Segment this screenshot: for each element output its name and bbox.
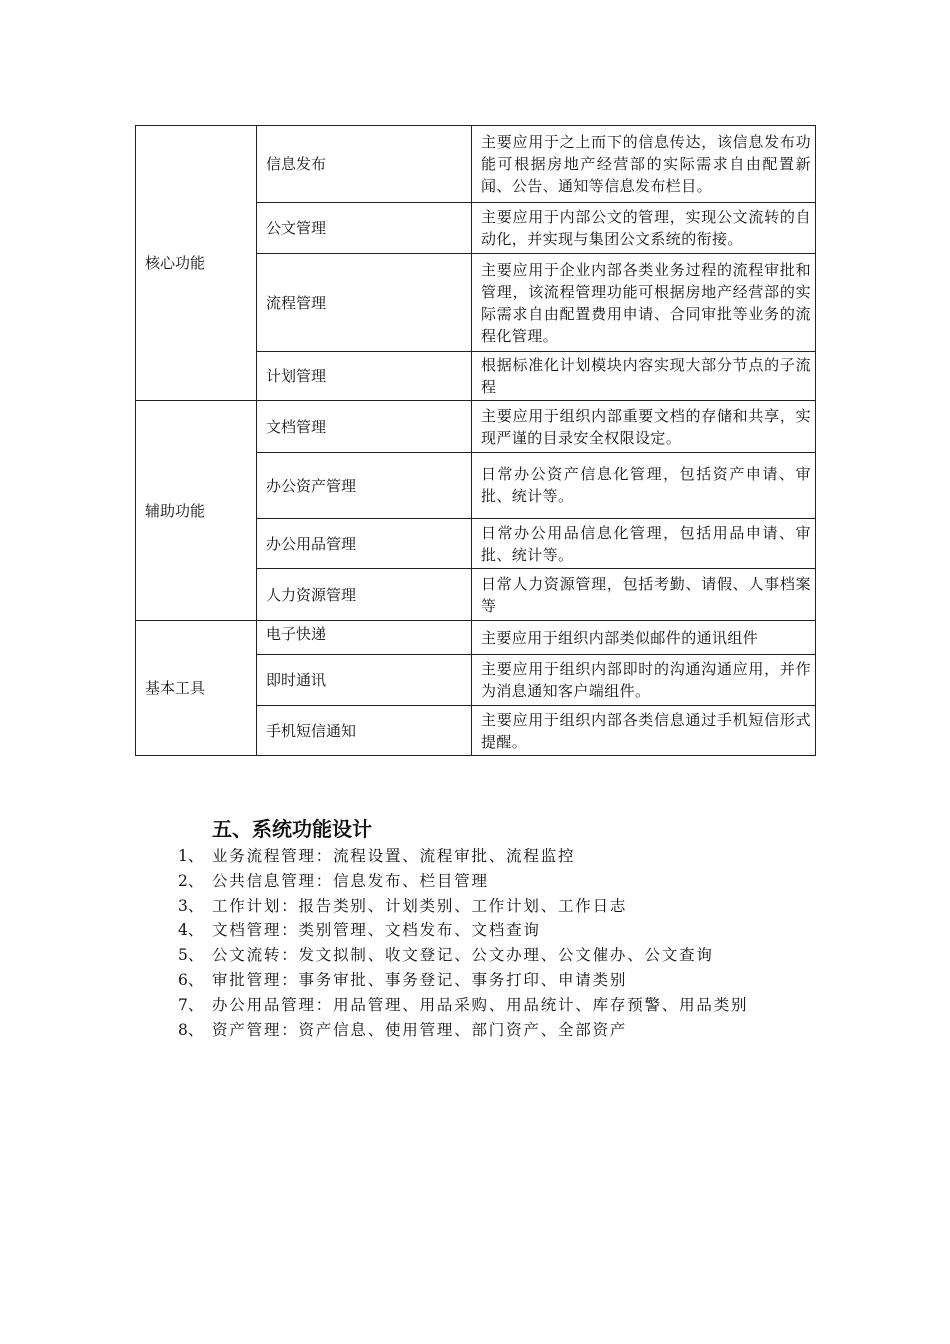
module-cell: 计划管理 [257,352,472,401]
module-cell: 文档管理 [257,401,472,453]
description-cell: 日常人力资源管理，包括考勤、请假、人事档案等 [472,569,816,621]
list-item [178,993,748,1018]
description-cell: 根据标准化计划模块内容实现大部分节点的子流程 [472,352,816,401]
module-cell: 电子快递 [257,621,472,655]
description-cell: 主要应用于组织内部重要文档的存储和共享，实现严谨的目录安全权限设定。 [472,401,816,453]
list-item-number: 6、 [178,970,204,989]
description-cell: 主要应用于内部公文的管理，实现公文流转的自动化，并实现与集团公文系统的衔接。 [472,203,816,254]
table-row [136,401,816,453]
list-item-text: 文档管理：类别管理、文档发布、文档查询 [212,921,541,940]
description-cell: 主要应用于之上而下的信息传达，该信息发布功能可根据房地产经营部的实际需求自由配置新闻、公告、通知等信息发布栏目。 [472,126,816,203]
description-cell: 主要应用于组织内部即时的沟通沟通应用，并作为消息通知客户端组件。 [472,655,816,706]
module-cell: 办公用品管理 [257,519,472,569]
module-cell: 即时通讯 [257,655,472,706]
description-cell: 主要应用于组织内部各类信息通过手机短信形式提醒。 [472,706,816,756]
list-item-number: 1、 [178,847,204,865]
function-table [135,125,816,756]
list-item-text: 工作计划：报告类别、计划类别、工作计划、工作日志 [212,896,628,915]
description-cell: 主要应用于企业内部各类业务过程的流程审批和管理，该流程管理功能可根据房地产经营部的实际需求自由配置费用申请、合同审批等业务的流程化管理。 [472,254,816,352]
category-cell-tools: 基本工具 [136,621,257,756]
category-cell-auxiliary: 辅助功能 [136,401,257,621]
list-item [178,894,748,919]
module-cell: 流程管理 [257,254,472,352]
description-cell: 日常办公用品信息化管理，包括用品申请、审批、统计等。 [472,519,816,569]
module-cell: 人力资源管理 [257,569,472,621]
table-row [136,621,816,655]
list-item-number: 5、 [178,946,204,965]
list-item-number: 4、 [178,921,204,940]
section-heading: 五、系统功能设计 [212,817,372,841]
list-item-text: 公共信息管理：信息发布、栏目管理 [212,871,489,890]
list-item-number: 7、 [178,995,204,1014]
category-cell-core: 核心功能 [136,126,257,401]
module-cell: 公文管理 [257,203,472,254]
list-item [178,844,748,869]
list-item [178,943,748,968]
module-cell: 信息发布 [257,126,472,203]
list-item-text: 公文流转：发文拟制、收文登记、公文办理、公文催办、公文查询 [212,946,714,965]
list-item-text: 办公用品管理：用品管理、用品采购、用品统计、库存预警、用品类别 [212,995,749,1014]
list-item [178,918,748,943]
list-item [178,1018,748,1043]
list-item [178,869,748,894]
list-item [178,968,748,993]
list-item-number: 3、 [178,896,204,915]
module-cell: 办公资产管理 [257,453,472,519]
description-cell: 日常办公资产信息化管理，包括资产申请、审批、统计等。 [472,453,816,519]
list-item-text: 资产管理：资产信息、使用管理、部门资产、全部资产 [212,1020,628,1039]
list-item-text: 审批管理：事务审批、事务登记、事务打印、申请类别 [212,970,628,989]
description-cell: 主要应用于组织内部类似邮件的通讯组件 [472,621,816,655]
module-cell: 手机短信通知 [257,706,472,756]
list-item-number: 2、 [178,871,204,890]
function-list [178,844,748,1042]
list-item-text: 业务流程管理：流程设置、流程审批、流程监控 [212,847,576,865]
list-item-number: 8、 [178,1020,204,1039]
table-row [136,126,816,203]
